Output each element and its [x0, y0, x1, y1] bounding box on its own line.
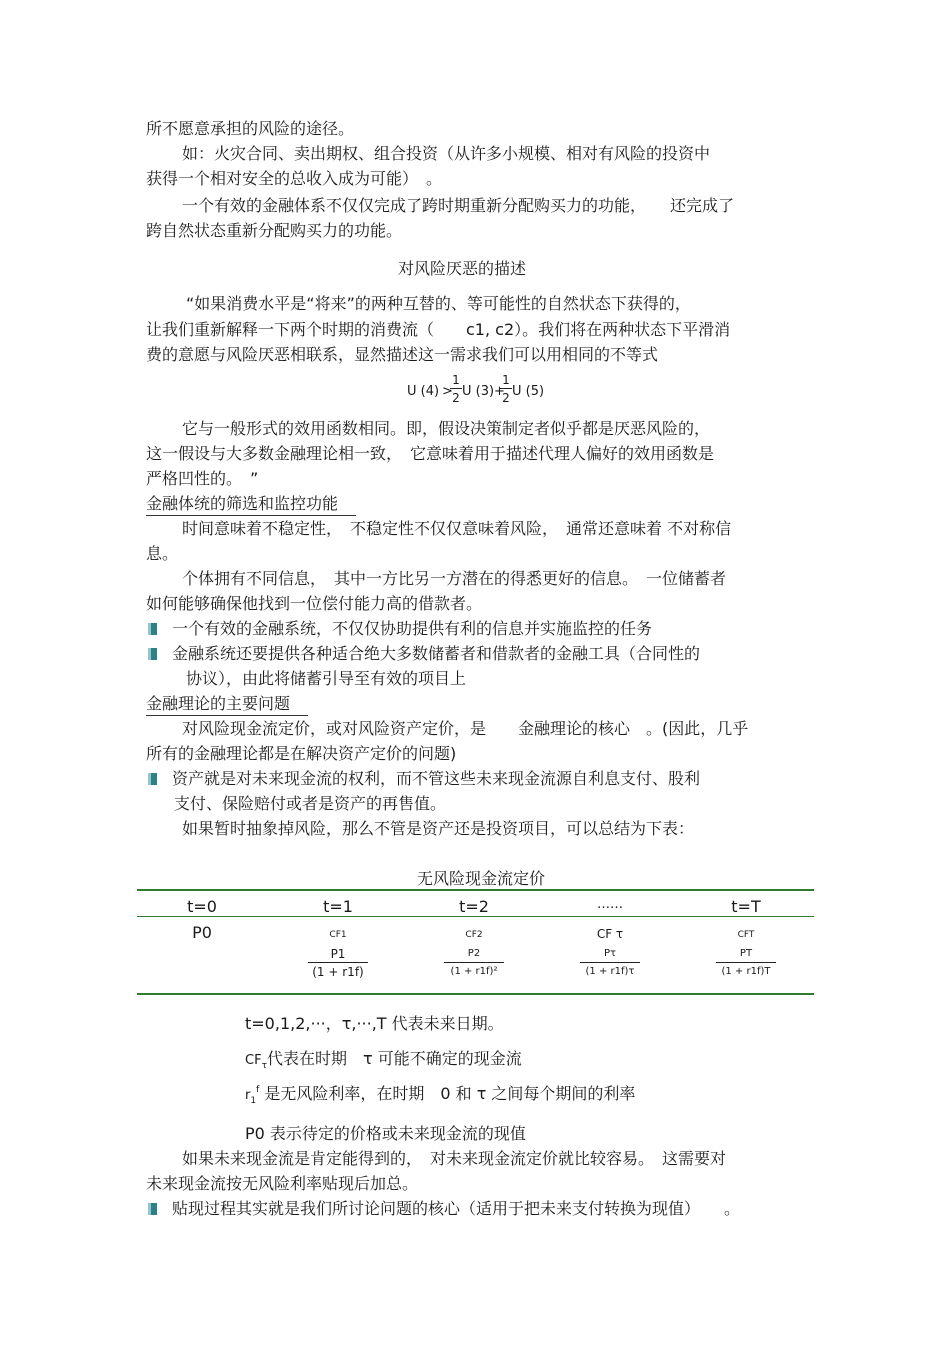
text-line: 所有的金融理论都是在解决资产定价的问题) — [146, 744, 457, 763]
table-header-cell: t=2 — [459, 897, 489, 916]
pv-denominator: (1 + r1f)T — [721, 966, 771, 977]
formula-gt: > — [442, 384, 453, 399]
pv-numerator: P2 — [444, 947, 504, 963]
legend-dates: t=0,1,2,···，τ,···,T 代表未来日期。 — [245, 1014, 504, 1033]
legend-rate — [245, 1083, 635, 1108]
text-line: “如果消费水平是“将来”的两种互替的、等可能性的自然状态下获得的， — [186, 294, 691, 313]
bullet-text: 一个有效的金融系统，不仅仅协助提供有利的信息并实施监控的任务 — [172, 619, 653, 638]
pv-numerator: PT — [716, 947, 776, 963]
fraction-half — [500, 373, 512, 405]
text-line: 息。 — [146, 544, 179, 563]
bullet-icon — [148, 648, 157, 660]
formula-plus: + — [494, 384, 505, 399]
fraction-numerator: 1 — [450, 373, 462, 389]
text-line: 所不愿意承担的风险的途径。 — [146, 119, 355, 138]
bullet-icon — [148, 1203, 157, 1215]
section-title-theory: 金融理论的主要问题 — [146, 693, 308, 716]
legend-cf-text: 代表在时期 τ 可能不确定的现金流 — [266, 1049, 522, 1068]
pv-fraction — [580, 947, 640, 979]
text-line: 让我们重新解释一下两个时期的消费流（ c1, c2）。我们将在两种状态下平滑消 — [146, 320, 731, 339]
legend-r-superscript: f — [256, 1085, 260, 1095]
text-line: 跨自然状态重新分配购买力的功能。 — [146, 221, 403, 240]
pv-fraction — [716, 947, 776, 979]
text-line: 如：火灾合同、卖出期权、组合投资（从许多小规模、相对有风险的投资中 — [182, 144, 711, 163]
legend-cf-subscript: τ — [261, 1061, 267, 1071]
table-caption: 无风险现金流定价 — [417, 869, 546, 888]
bullet-icon — [148, 773, 157, 785]
fraction-denominator: 2 — [452, 391, 460, 405]
table-cell-cf: CF τ — [596, 927, 624, 941]
legend-r-text: 是无风险利率，在时期 0 和 τ 之间每个期间的利率 — [264, 1084, 636, 1103]
section-title-screening: 金融体统的筛选和监控功能 — [146, 493, 356, 516]
fraction-numerator: 1 — [500, 373, 512, 389]
section-title-risk: 对风险厌恶的描述 — [398, 259, 527, 278]
formula-lhs: U (4) — [407, 384, 440, 399]
text-line: 它与一般形式的效用函数相同。即，假设决策制定者似乎都是厌恶风险的， — [182, 419, 711, 438]
table-header-cell: …… — [597, 897, 623, 912]
text-line: 如果未来现金流是肯定能得到的， 对未来现金流定价就比较容易。 这需要对 — [182, 1149, 727, 1168]
table-cell-cf: CF2 — [465, 930, 483, 940]
table-header-cell: t=T — [731, 897, 761, 916]
bullet-icon — [148, 623, 157, 635]
text-line: 如果暂时抽象掉风险，那么不管是资产还是投资项目，可以总结为下表： — [182, 819, 695, 838]
text-line: 未来现金流按无风险利率贴现后加总。 — [146, 1174, 419, 1193]
table-cell-p0: P0 — [192, 923, 212, 942]
bullet-text: 贴现过程其实就是我们所讨论问题的核心（适用于把未来支付转换为现值） 。 — [172, 1199, 741, 1218]
legend-r-subscript: 1 — [250, 1096, 257, 1106]
table-top-rule — [137, 889, 814, 891]
fraction-denominator: 2 — [502, 391, 510, 405]
table-cell-cf: CF1 — [329, 930, 347, 940]
table-header-cell: t=1 — [323, 897, 353, 916]
text-line: 严格凹性的。 ” — [146, 469, 259, 488]
text-line: 这一假设与大多数金融理论相一致， 它意味着用于描述代理人偏好的效用函数是 — [146, 444, 715, 463]
bullet-text: 金融系统还要提供各种适合绝大多数储蓄者和借款者的金融工具（合同性的 — [172, 644, 701, 663]
legend-price: P0 表示待定的价格或未来现金流的现值 — [245, 1124, 526, 1143]
text-line: 费的意愿与风险厌恶相联系，显然描述这一需求我们可以用相同的不等式 — [146, 345, 659, 364]
text-line: 对风险现金流定价，或对风险资产定价，是 金融理论的核心 。(因此，几乎 — [182, 719, 749, 738]
pv-fraction — [444, 947, 504, 979]
fraction-half — [450, 373, 462, 405]
text-line: 个体拥有不同信息， 其中一方比另一方潜在的得悉更好的信息。 一位储蓄者 — [182, 569, 727, 588]
legend-cf-symbol: CF — [245, 1053, 262, 1068]
formula-term2: U (5) — [512, 384, 545, 399]
bullet-text: 资产就是对未来现金流的权利，而不管这些未来现金流源自利息支付、股利 — [172, 769, 701, 788]
legend-r-symbol: r — [245, 1088, 251, 1103]
pv-denominator: (1 + r1f)² — [450, 966, 498, 977]
text-line: 时间意味着不稳定性， 不稳定性不仅仅意味着风险， 通常还意味着 不对称信 — [182, 519, 732, 538]
pv-denominator: (1 + r1f) — [312, 965, 364, 979]
pv-numerator: P1 — [308, 947, 368, 963]
text-line: 如何能够确保他找到一位偿付能力高的借款者。 — [146, 594, 483, 613]
bullet-text: 支付、保险赔付或者是资产的再售值。 — [174, 794, 447, 813]
bullet-text: 协议），由此将储蓄引导至有效的项目上 — [186, 669, 467, 688]
table-cell-cf: CFT — [737, 930, 755, 940]
table-header-cell: t=0 — [187, 897, 217, 916]
pv-denominator: (1 + r1f)τ — [585, 966, 635, 977]
table-bottom-rule — [137, 993, 814, 995]
formula-term1: U (3) — [462, 384, 495, 399]
text-line: 获得一个相对安全的总收入成为可能） 。 — [146, 169, 443, 188]
text-line: 一个有效的金融体系不仅仅完成了跨时期重新分配购买力的功能， 还完成了 — [182, 196, 735, 215]
legend-cashflow — [245, 1048, 522, 1073]
pv-fraction — [308, 947, 368, 979]
pv-numerator: Pτ — [580, 947, 640, 963]
